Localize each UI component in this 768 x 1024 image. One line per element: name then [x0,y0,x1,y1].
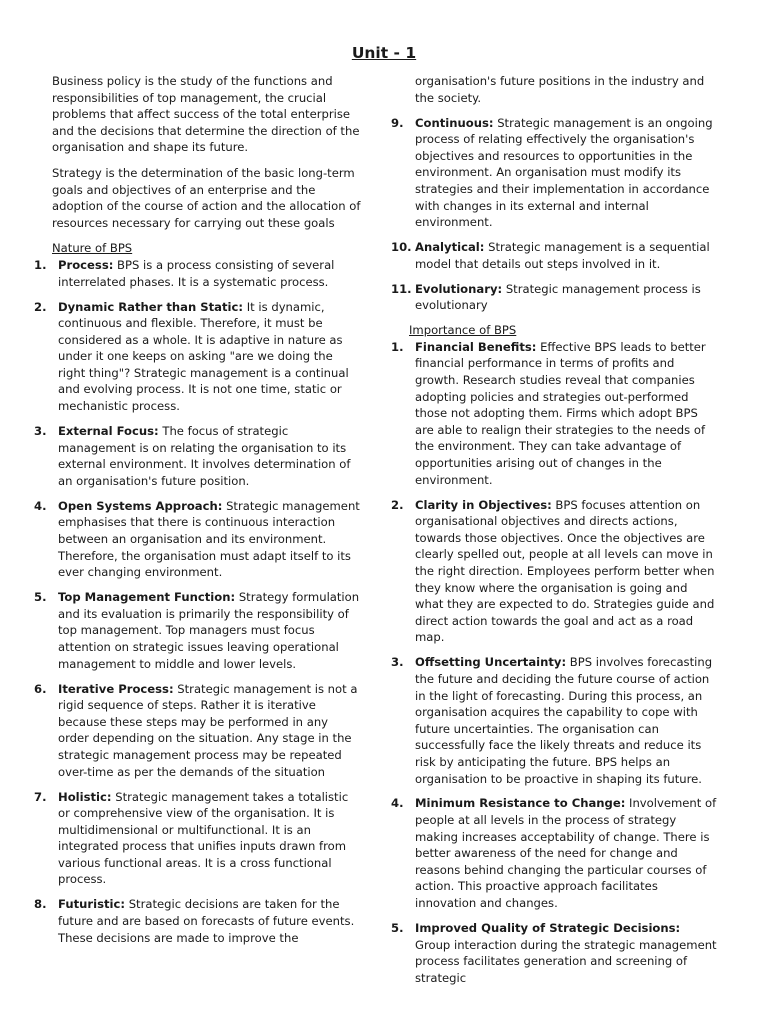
item-term: Evolutionary: [415,281,503,296]
section-heading-nature: Nature of BPS [52,241,133,256]
item-text: BPS involves forecasting the future and deciding the future course of action in the light of forecasting. During this process, an organisation acquires the capability to cope with future uncertainties. The organisation can successfully face the likely threats and reduce its risk by anticipating the future. BPS helps an organisation to be proactive in shaping its future. [415,655,713,786]
item-term: Iterative Process: [58,681,174,696]
item-text: Effective BPS leads to better financial performance in terms of profits and growth. Research studies reveal that companies adopting policies and strategies out-performed those not adopting them. Firms which adopt BPS are able to realign their strategies to the needs of the environment. They can take advantage of opportunities arising out of changes in the environment. [415,339,706,487]
item-number: 11. [391,281,412,296]
item-number: 4. [391,796,404,811]
item-number: 2. [34,299,47,314]
item-text: Strategic decisions are taken for the future and are based on forecasts of future events. These decisions are made to improve the [58,897,355,945]
list-item [34,789,362,889]
list-item [391,239,719,272]
item-number: 5. [391,921,404,936]
item-term: Top Management Function: [58,590,236,605]
item-text: Strategic management is a sequential model that details out steps involved in it. [415,240,710,271]
list-item [391,281,719,314]
item-number: 1. [391,339,404,354]
item-term: Dynamic Rather than Static: [58,299,244,314]
item-number: 1. [34,257,47,272]
list-item [34,257,362,290]
item-term: Minimum Resistance to Change: [415,796,626,811]
item-text: Group interaction during the strategic management process facilitates generation and screening of strategic [415,937,717,985]
item-term: External Focus: [58,424,159,439]
item-term: Improved Quality of Strategic Decisions: [415,921,681,936]
item-term: Futuristic: [58,897,126,912]
item-number: 8. [34,897,47,912]
item-number: 7. [34,789,47,804]
item-term: Open Systems Approach: [58,498,223,513]
list-item [391,115,719,231]
item-term: Analytical: [415,240,485,255]
item-number: 5. [34,590,47,605]
item-number: 3. [391,655,404,670]
item-number: 6. [34,681,47,696]
item-number: 4. [34,498,47,513]
item-number: 2. [391,497,404,512]
item-text: BPS is a process consisting of several interrelated phases. It is a systematic process. [58,257,335,289]
list-item [34,681,362,781]
list-item [34,423,362,489]
item-term: Offsetting Uncertainty: [415,655,567,670]
list-item [391,339,719,488]
item-term: Process: [58,257,114,272]
list-item [391,654,719,787]
item-text: Strategic management is an ongoing process of relating effectively the organisation's objectives and resources to opportunities in the environment. An organisation must modify its strategies and their implementation in accordance with changes in its external and internal environment. [415,115,713,230]
item-text: BPS focuses attention on organisational objectives and directs actions, towards those objectives. Once the objectives are clearly spelled out, people at all levels can move in the right direction. Employees perform better when they know where the organisation is going and what they are expected to do. Strategies guide and direct action towards the goal and act as a road map. [415,497,715,645]
section-heading-importance: Importance of BPS [409,323,517,338]
list-item [34,589,362,672]
list-item [34,299,362,415]
item-text: Strategic management process is evolutionary [415,281,701,313]
item-number: 3. [34,424,47,439]
item-text: Involvement of people at all levels in the process of strategy making increases acceptability of change. There is better awareness of the need for change and reasons behind changing the particular courses of action. This proactive approach facilitates innovation and changes. [415,796,717,911]
item-text: The focus of strategic management is on relating the organisation to its external environment. It involves determination of an organisation's future position. [58,424,351,488]
list-item [391,795,719,911]
item-text: It is dynamic, continuous and flexible. Therefore, it must be considered as a whole. It is adaptive in nature as under it one keeps on asking "are we doing the right thing"? Strategic management is a continual and evolving process. It is not one time, static or mechanistic process. [58,299,349,414]
item-continuation: organisation's future positions in the industry and the society. [415,74,705,105]
list-item [391,497,719,646]
item-term: Holistic: [58,789,112,804]
intro-paragraph: Strategy is the determination of the basic long-term goals and objectives of an enterprise and the adoption of the course of action and the allocation of resources necessary for carrying out these goals [52,165,361,230]
item-term: Financial Benefits: [415,339,537,354]
item-text: Strategy formulation and its evaluation is primarily the responsibility of top management. Top managers must focus attention on strategic issues leaving operational management to middle and lower levels. [58,590,360,671]
list-item [391,920,719,986]
item-term: Clarity in Objectives: [415,497,552,512]
item-text: Strategic management is not a rigid sequence of steps. Rather it is iterative because these steps may be performed in any order depending on the situation. Any stage in the strategic management process may be repeated over-time as per the demands of the situation [58,681,358,779]
item-number: 9. [391,115,404,130]
item-term: Continuous: [415,115,494,130]
left-column [34,73,362,955]
item-text: Strategic management takes a totalistic or comprehensive view of the organisation. It is multidimensional or multifunctional. It is an integrated process that unifies inputs drawn from various functional areas. It is a cross functional process. [58,789,349,887]
intro-paragraph: Business policy is the study of the functions and responsibilities of top management, the crucial problems that affect success of the total enterprise and the decisions that determine the direction of the organisation and shape its future. [52,74,360,155]
list-item [34,896,362,946]
item-number: 10. [391,240,412,255]
list-item [34,498,362,581]
item-text: Strategic management emphasises that there is continuous interaction between an organisation and its environment. Therefore, the organisation must adapt itself to its ever changing environment. [58,498,360,580]
right-column [391,73,719,995]
page-title: Unit - 1 [351,44,417,62]
